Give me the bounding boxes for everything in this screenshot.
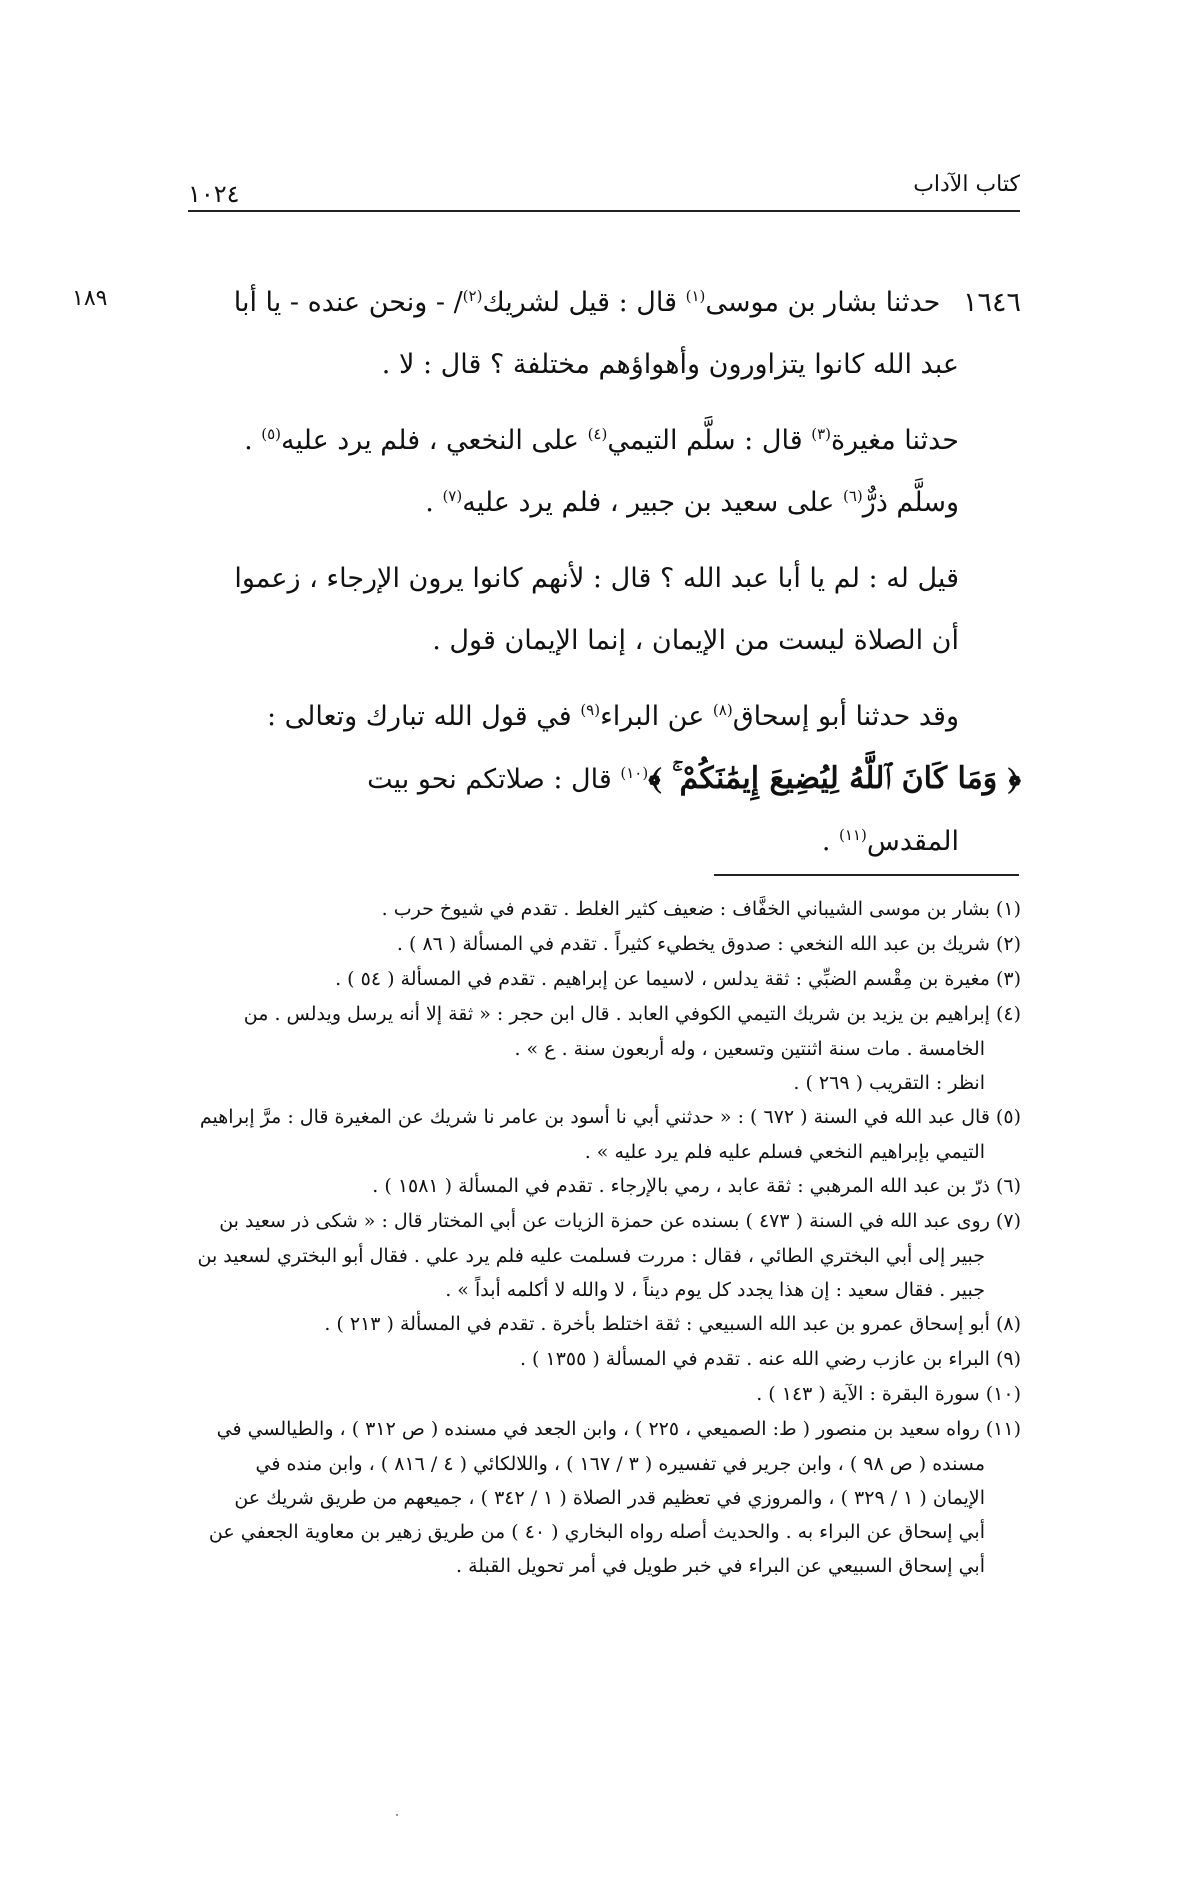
page-header	[188, 172, 1020, 212]
footnote-4-line-3: انظر : التقريب ( ٢٦٩ ) .	[793, 1072, 985, 1094]
text-span: / - ونحن عنده - يا أبا	[233, 287, 463, 318]
footnote-ref[interactable]: (٣)	[811, 425, 831, 443]
footnote-8: (٨) أبو إسحاق عمرو بن عبد الله السبيعي : ثقة اختلط بأخرة . تقدم في المسألة ( ٢١٣ ) .	[324, 1313, 1021, 1335]
header-rule	[188, 210, 1020, 212]
footnote-ref[interactable]: (١٠)	[620, 764, 649, 782]
footnote-5-line-2: التيمي بإبراهيم النخعي فسلم عليه فلم يرد عليه » .	[584, 1141, 985, 1163]
paragraph-2-line-1	[186, 410, 1021, 472]
text-span: في قول الله تبارك وتعالى :	[266, 701, 572, 732]
paragraph-2-line-2	[186, 472, 1021, 534]
scan-speck	[396, 1814, 398, 1816]
text-span: قال : سلَّم التيمي	[607, 425, 803, 456]
footnote-ref[interactable]: (٥)	[261, 425, 282, 443]
footnote-11-line-1: (١١) رواه سعيد بن منصور ( ط: الصميعي ، ٢٢٥ ) ، وابن الجعد في مسنده ( ص ٣١٢ ) ، والطيالسي في	[216, 1418, 1021, 1440]
page-number: ١٠٢٤	[188, 180, 240, 208]
text-span: .	[425, 487, 434, 518]
footnote-7-line-1: (٧) روى عبد الله في السنة ( ٤٧٣ ) بسنده عن حمزة الزيات عن أبي المختار قال : « شكى ذر سعيد بن	[219, 1210, 1021, 1232]
footnote-ref[interactable]: (١١)	[839, 826, 867, 844]
text-span: على النخعي ، فلم يرد عليه	[281, 425, 579, 456]
footnote-ref[interactable]: (٤)	[587, 425, 608, 443]
footnote-ref[interactable]: (١)	[685, 287, 706, 305]
footnote-10: (١٠) سورة البقرة : الآية ( ١٤٣ ) .	[756, 1383, 1021, 1405]
footnote-11-line-4: أبي إسحاق عن البراء به . والحديث أصله رواه البخاري ( ٤٠ ) من طريق زهير بن معاوية الجعفي عن	[208, 1521, 985, 1543]
paragraph-4-line-1	[186, 686, 1021, 748]
text-span: المقدس	[866, 826, 959, 857]
hadith-number: ١٦٤٦	[962, 287, 1021, 318]
text-span: قال : صلاتكم نحو بيت	[367, 764, 612, 795]
footnote-2: (٢) شريك بن عبد الله النخعي : صدوق يخطيء كثيراً . تقدم في المسألة ( ٨٦ ) .	[396, 933, 1021, 955]
footnote-6: (٦) ذرّ بن عبد الله المرهبي : ثقة عابد ، رمي بالإرجاء . تقدم في المسألة ( ١٥٨١ ) .	[372, 1175, 1021, 1197]
text-span: وسلَّم ذرٌّ	[862, 487, 959, 518]
footnote-4-line-1: (٤) إبراهيم بن يزيد بن شريك التيمي الكوفي العابد . قال ابن حجر : « ثقة إلا أنه يرسل ويدلس . من	[243, 1003, 1021, 1025]
footnote-11-line-2: مسنده ( ص ٩٨ ) ، وابن جرير في تفسيره ( ٣ / ١٦٧ ) ، واللالكائي ( ٤ / ٨١٦ ) ، وابن منده في	[255, 1453, 985, 1475]
paragraph-4-line-2	[186, 748, 1021, 811]
paragraph-4-line-3	[186, 811, 1021, 873]
paragraph-3-line-2: أن الصلاة ليست من الإيمان ، إنما الإيمان قول .	[432, 625, 959, 656]
footnote-1: (١) بشار بن موسى الشيباني الخفَّاف : ضعيف كثير الغلط . تقدم في شيوخ حرب .	[381, 898, 1021, 920]
text-span: حدثنا مغيرة	[830, 425, 959, 456]
text-span: على سعيد بن جبير ، فلم يرد عليه	[462, 487, 835, 518]
text-span: حدثنا بشار بن موسى	[705, 287, 941, 318]
footnote-ref[interactable]: (٩)	[580, 701, 601, 719]
book-title: كتاب الآداب	[913, 172, 1020, 197]
footnote-11-line-3: الإيمان ( ١ / ٣٢٩ ) ، والمروزي في تعظيم قدر الصلاة ( ١ / ٣٤٢ ) ، جميعهم من طريق شريك عن	[234, 1487, 985, 1509]
footnote-5-line-1: (٥) قال عبد الله في السنة ( ٦٧٢ ) : « حدثني أبي نا أسود بن عامر نا شريك عن المغيرة قال : مرَّ إبراهيم	[199, 1106, 1021, 1128]
footnote-ref[interactable]: (٨)	[712, 701, 733, 719]
footnote-3: (٣) مغيرة بن مِقْسم الضبِّي : ثقة يدلس ، لاسيما عن إبراهيم . تقدم في المسألة ( ٥٤ ) .	[335, 968, 1021, 990]
footnote-7-line-3: جبير . فقال سعيد : إن هذا يجدد كل يوم ديناً ، لا والله لا أكلمه أبداً » .	[445, 1279, 985, 1301]
margin-number: ١٨٩	[72, 286, 108, 311]
footnote-11-line-5: أبي إسحاق السبيعي عن البراء في خبر طويل في أمر تحويل القبلة .	[456, 1555, 985, 1577]
footnote-ref[interactable]: (٦)	[843, 487, 863, 505]
footnote-9: (٩) البراء بن عازب رضي الله عنه . تقدم في المسألة ( ١٣٥٥ ) .	[519, 1348, 1021, 1370]
footnotes	[186, 892, 1021, 1583]
text-span: .	[244, 425, 253, 456]
text-span: قال : قيل لشريك	[482, 287, 678, 318]
footnote-4-line-2: الخامسة . مات سنة اثنتين وتسعين ، وله أربعون سنة . ع » .	[514, 1038, 985, 1060]
footnote-7-line-2: جبير إلى أبي البختري الطائي ، فقال : مررت فسلمت عليه فلم يرد علي . فقال أبو البختري لسعيد بن	[197, 1245, 985, 1267]
paragraph-3-line-1: قيل له : لم يا أبا عبد الله ؟ قال : لأنهم كانوا يرون الإرجاء ، زعموا	[234, 563, 959, 594]
footnote-ref[interactable]: (٧)	[442, 487, 463, 505]
paragraph-1-line-2: عبد الله كانوا يتزاورون وأهواؤهم مختلفة ؟ قال : لا .	[381, 349, 959, 380]
footnote-separator	[714, 874, 1019, 876]
text-span: .	[821, 826, 831, 857]
footnote-ref[interactable]: (٢)	[462, 287, 483, 305]
paragraph-1-line-1	[186, 272, 1021, 334]
text-span: عن البراء	[600, 701, 705, 732]
quran-verse: ﴿ وَمَا كَانَ ٱللَّهُ لِيُضِيعَ إِيمَٰنَكُمْ ۚ ﴾	[648, 761, 1021, 796]
main-text	[186, 272, 1021, 873]
text-span: وقد حدثنا أبو إسحاق	[732, 701, 959, 732]
